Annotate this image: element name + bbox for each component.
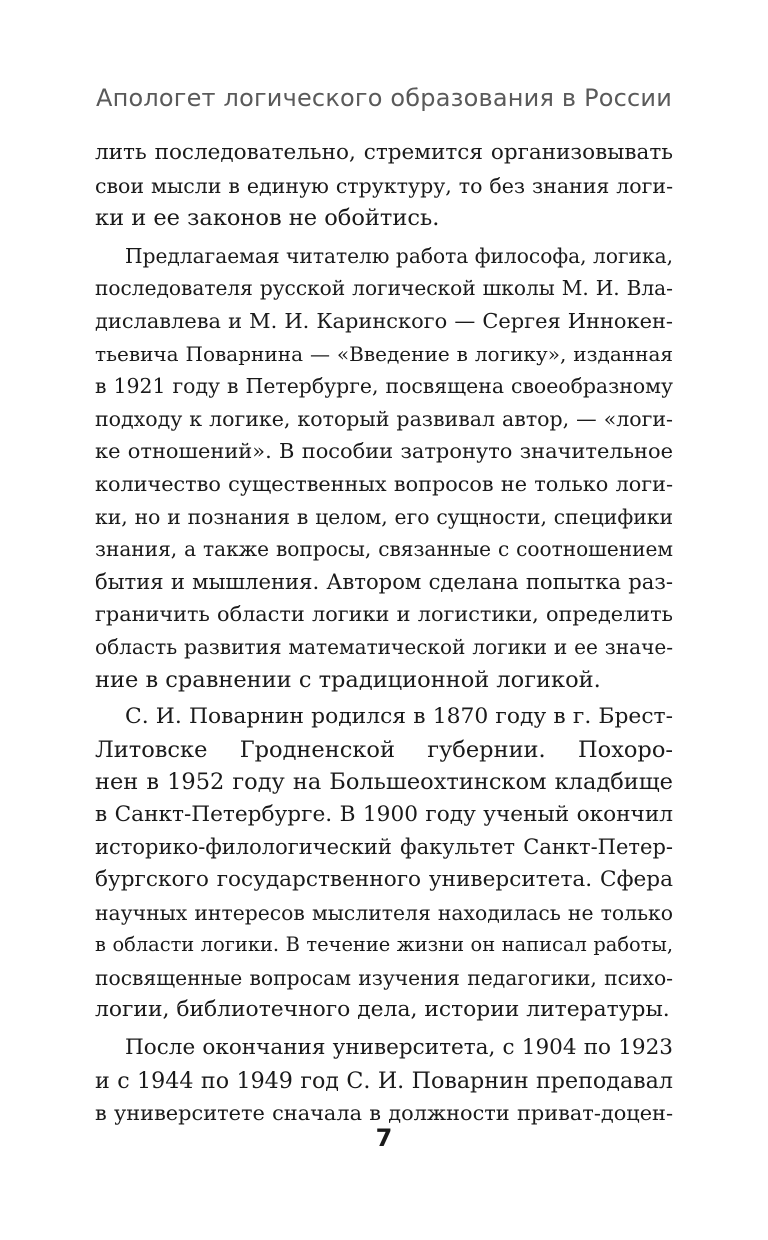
text-line: логии, библиотечного дела, истории литературы. (95, 997, 670, 1023)
running-header: Апологет логического образования в России (95, 84, 673, 112)
text-line: ние в сравнении с традиционной логикой. (95, 666, 601, 693)
text-line: граничить области логики и логистики, определить (95, 602, 673, 627)
page-number: 7 (375, 1124, 393, 1152)
text-line: Предлагаемая читателю работа философа, логика, (125, 243, 673, 268)
text-line: ке отношений». В пособии затронуто значительное (95, 439, 673, 464)
text-line: в области логики. В течение жизни он написал работы, (95, 933, 673, 957)
text-line: ки и ее законов не обойтись. (95, 205, 440, 232)
text-line: историко-филологический факультет Санкт-Петер- (95, 835, 673, 860)
text-line: последователя русской логической школы М. И. Вла- (95, 276, 673, 301)
text-line: и с 1944 по 1949 год С. И. Поварнин преподавал (95, 1067, 673, 1094)
text-line: в 1921 году в Петербурге, посвящена своеобразному (95, 374, 673, 399)
text-line: в университете сначала в должности приват-доцен- (95, 1101, 673, 1126)
text-line: в Санкт-Петербурге. В 1900 году ученый окончил (95, 801, 673, 827)
text-line: знания, а также вопросы, связанные с соотношением (95, 537, 673, 562)
text-line: бургского государственного университета. Сфера (95, 867, 673, 893)
text-line: лить последовательно, стремится организовывать (95, 140, 673, 165)
text-line: посвященные вопросам изучения педагогики, психо- (95, 965, 673, 990)
text-line: После окончания университета, с 1904 по 1923 (125, 1035, 673, 1061)
text-line: научных интересов мыслителя находилась не только (95, 900, 673, 925)
text-line: С. И. Поварнин родился в 1870 году в г. Брест- (125, 704, 673, 730)
text-line: свои мысли в единую структуру, то без знания логи- (95, 173, 673, 198)
text-line: подходу к логике, который развивал автор, — «логи- (95, 406, 673, 431)
text-line: бытия и мышления. Автором сделана попытка раз- (95, 568, 673, 594)
text-line: диславлева и М. И. Каринского — Сергея Иннокен- (95, 308, 673, 333)
text-line: тьевича Поварнина — «Введение в логику», изданная (95, 341, 673, 366)
text-line: нен в 1952 году на Большеохтинском кладбище (95, 769, 673, 796)
body-text (95, 137, 673, 1130)
text-line: количество существенных вопросов не только логи- (95, 471, 673, 496)
text-line: Литовске Гродненской губернии. Похоро- (95, 736, 673, 763)
text-line: ки, но и познания в целом, его сущности, специфики (95, 504, 673, 529)
text-line: область развития математической логики и ее значе- (95, 634, 673, 659)
